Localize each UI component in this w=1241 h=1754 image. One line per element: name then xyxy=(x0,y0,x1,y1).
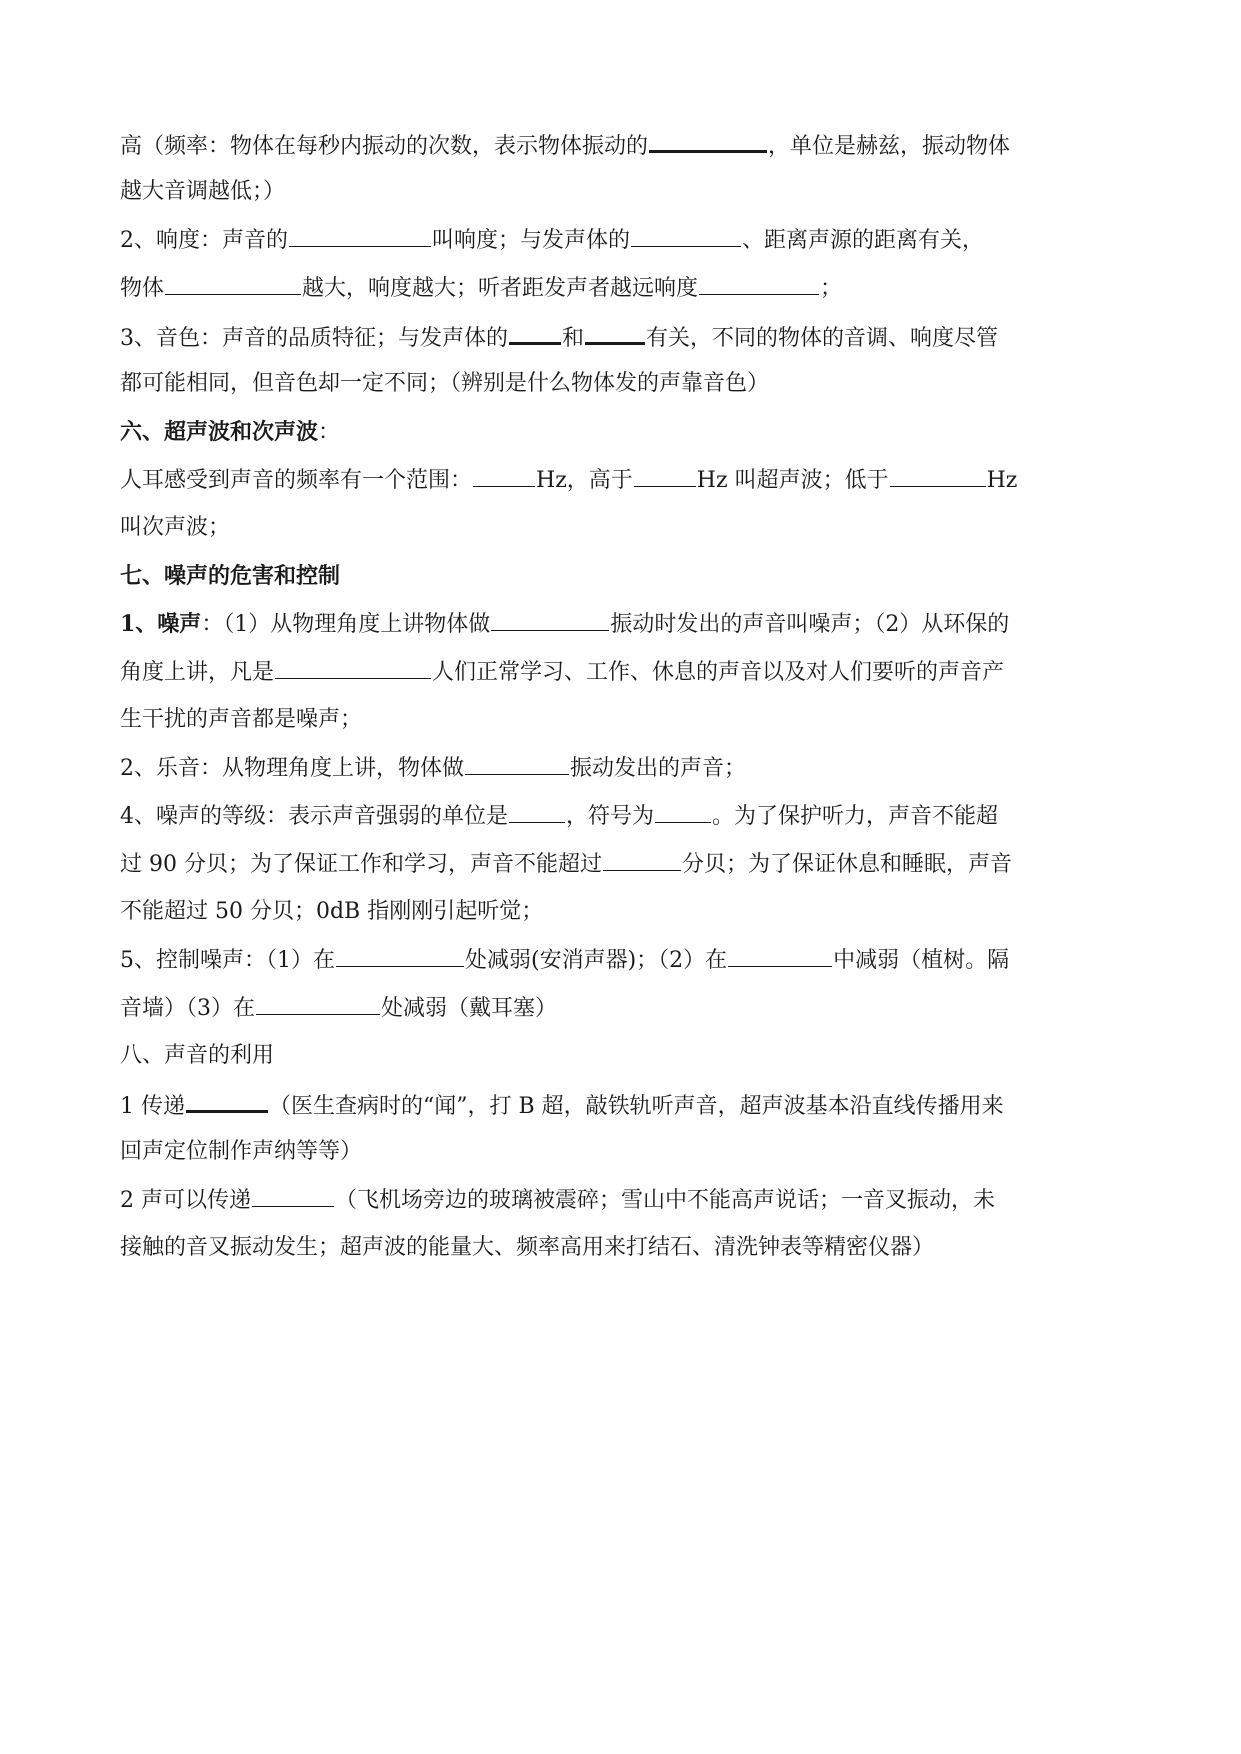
text-segment: 回声定位制作声纳等等） xyxy=(120,1139,363,1164)
text-segment: 振动发出的声音； xyxy=(570,756,747,781)
text-segment: 高（频率：物体在每秒内振动的次数，表示物体振动的 xyxy=(120,134,649,159)
text-segment: 都可能相同，但音色却一定不同；（辨别是什么物体发的声靠音色） xyxy=(120,371,770,396)
text-segment: 处减弱(安消声器)；（2）在 xyxy=(465,948,728,973)
text-segment: 不能超过 50 分贝；0dB 指刚刚引起听觉； xyxy=(120,899,544,924)
text-segment: 物体 xyxy=(120,276,165,301)
text-segment: Hz 叫超声波；低于 xyxy=(696,468,889,493)
text-segment: 2 声可以传递 xyxy=(120,1188,251,1213)
text-line xyxy=(120,1128,1130,1176)
text-segment: 人耳感受到声音的频率有一个范围： xyxy=(120,468,473,493)
text-segment: 越大，响度越大；听者距发声者越远响度 xyxy=(302,276,699,301)
text-segment: 处减弱（戴耳塞） xyxy=(381,996,558,1021)
text-segment: 2、乐音：从物理角度上讲，物体做 xyxy=(120,756,464,781)
text-segment: 4、噪声的等级：表示声音强弱的单位是 xyxy=(120,804,508,829)
text-segment: ： xyxy=(318,420,341,445)
text-segment: 1、噪声 xyxy=(120,611,202,637)
text-segment: 分贝；为了保证休息和睡眠，声音 xyxy=(681,852,1012,877)
text-segment: 有关，不同的物体的音调、响度尽管 xyxy=(646,326,999,351)
text-segment: 音墙）（3）在 xyxy=(120,996,255,1021)
text-line xyxy=(120,216,1130,264)
text-segment: 振动时发出的声音叫噪声；（2）从环保的 xyxy=(610,612,1010,637)
fill-in-blank[interactable] xyxy=(603,840,681,871)
text-segment: 中减弱（植树。隔 xyxy=(833,948,1010,973)
text-segment: 、距离声源的距离有关， xyxy=(742,228,985,253)
text-line xyxy=(120,792,1130,840)
text-line xyxy=(120,840,1130,888)
document-page xyxy=(120,120,1130,1272)
section-heading xyxy=(120,552,1130,600)
text-segment: 越大音调越低；） xyxy=(120,179,286,204)
fill-in-blank[interactable] xyxy=(186,1080,268,1113)
fill-in-blank[interactable] xyxy=(165,264,301,295)
fill-in-blank[interactable] xyxy=(289,216,431,247)
text-segment: ：（1）从物理角度上讲物体做 xyxy=(201,612,491,637)
text-segment: （医生查病时的“闻”，打 B 超，敲铁轨听声音，超声波基本沿直线传播用来 xyxy=(269,1094,1004,1119)
text-line xyxy=(120,984,1130,1032)
text-line xyxy=(120,1224,1130,1272)
text-segment: 和 xyxy=(562,326,585,351)
text-segment: 角度上讲，凡是 xyxy=(120,660,275,685)
text-line xyxy=(120,1080,1130,1128)
text-line xyxy=(120,360,1130,408)
text-line xyxy=(120,264,1130,312)
fill-in-blank[interactable] xyxy=(655,792,711,823)
text-segment: ； xyxy=(820,276,843,301)
fill-in-blank[interactable] xyxy=(728,936,832,967)
text-line xyxy=(120,312,1130,360)
fill-in-blank[interactable] xyxy=(585,312,645,345)
fill-in-blank[interactable] xyxy=(649,120,767,153)
text-segment: Hz，高于 xyxy=(536,468,633,493)
text-segment: 人们正常学习、工作、休息的声音以及对人们要听的声音产 xyxy=(432,660,1005,685)
section-heading xyxy=(120,408,1130,456)
text-segment: 生干扰的声音都是噪声； xyxy=(120,707,363,732)
heading-text: 六、超声波和次声波 xyxy=(120,419,319,445)
text-line xyxy=(120,648,1130,696)
fill-in-blank[interactable] xyxy=(631,216,741,247)
text-segment: 3、音色：声音的品质特征；与发声体的 xyxy=(120,326,508,351)
fill-in-blank[interactable] xyxy=(699,264,819,295)
text-line xyxy=(120,168,1130,216)
text-line xyxy=(120,888,1130,936)
fill-in-blank[interactable] xyxy=(256,984,380,1015)
fill-in-blank[interactable] xyxy=(465,744,569,775)
text-segment: 1 传递 xyxy=(120,1094,185,1119)
fill-in-blank[interactable] xyxy=(634,456,696,487)
fill-in-blank[interactable] xyxy=(890,456,986,487)
text-segment: ，符号为 xyxy=(566,804,655,829)
text-line xyxy=(120,1176,1130,1224)
heading-text: 八、声音的利用 xyxy=(120,1043,275,1068)
fill-in-blank[interactable] xyxy=(252,1176,334,1207)
fill-in-blank[interactable] xyxy=(491,600,609,631)
text-segment: 。为了保护听力，声音不能超 xyxy=(712,804,999,829)
fill-in-blank[interactable] xyxy=(509,792,565,823)
text-segment: ，单位是赫兹，振动物体 xyxy=(768,134,1011,159)
fill-in-blank[interactable] xyxy=(473,456,535,487)
text-segment: 接触的音叉振动发生；超声波的能量大、频率高用来打结石、清洗钟表等精密仪器） xyxy=(120,1235,935,1260)
text-line xyxy=(120,120,1130,168)
fill-in-blank[interactable] xyxy=(336,936,464,967)
text-segment: 叫次声波； xyxy=(120,515,231,540)
text-line xyxy=(120,504,1130,552)
text-segment: 叫响度；与发声体的 xyxy=(432,228,631,253)
fill-in-blank[interactable] xyxy=(509,312,561,345)
text-segment: （飞机场旁边的玻璃被震碎；雪山中不能高声说话；一音叉振动，未 xyxy=(335,1188,996,1213)
text-segment: 5、控制噪声：（1）在 xyxy=(120,948,335,973)
text-segment: 过 90 分贝；为了保证工作和学习，声音不能超过 xyxy=(120,852,602,877)
text-line xyxy=(120,744,1130,792)
section-heading xyxy=(120,1032,1130,1080)
text-segment: 2、响度：声音的 xyxy=(120,228,288,253)
text-line xyxy=(120,936,1130,984)
fill-in-blank[interactable] xyxy=(275,648,431,679)
text-segment: Hz xyxy=(986,468,1018,493)
text-line xyxy=(120,600,1130,648)
text-line xyxy=(120,696,1130,744)
text-line xyxy=(120,456,1130,504)
heading-text: 七、噪声的危害和控制 xyxy=(120,563,341,589)
